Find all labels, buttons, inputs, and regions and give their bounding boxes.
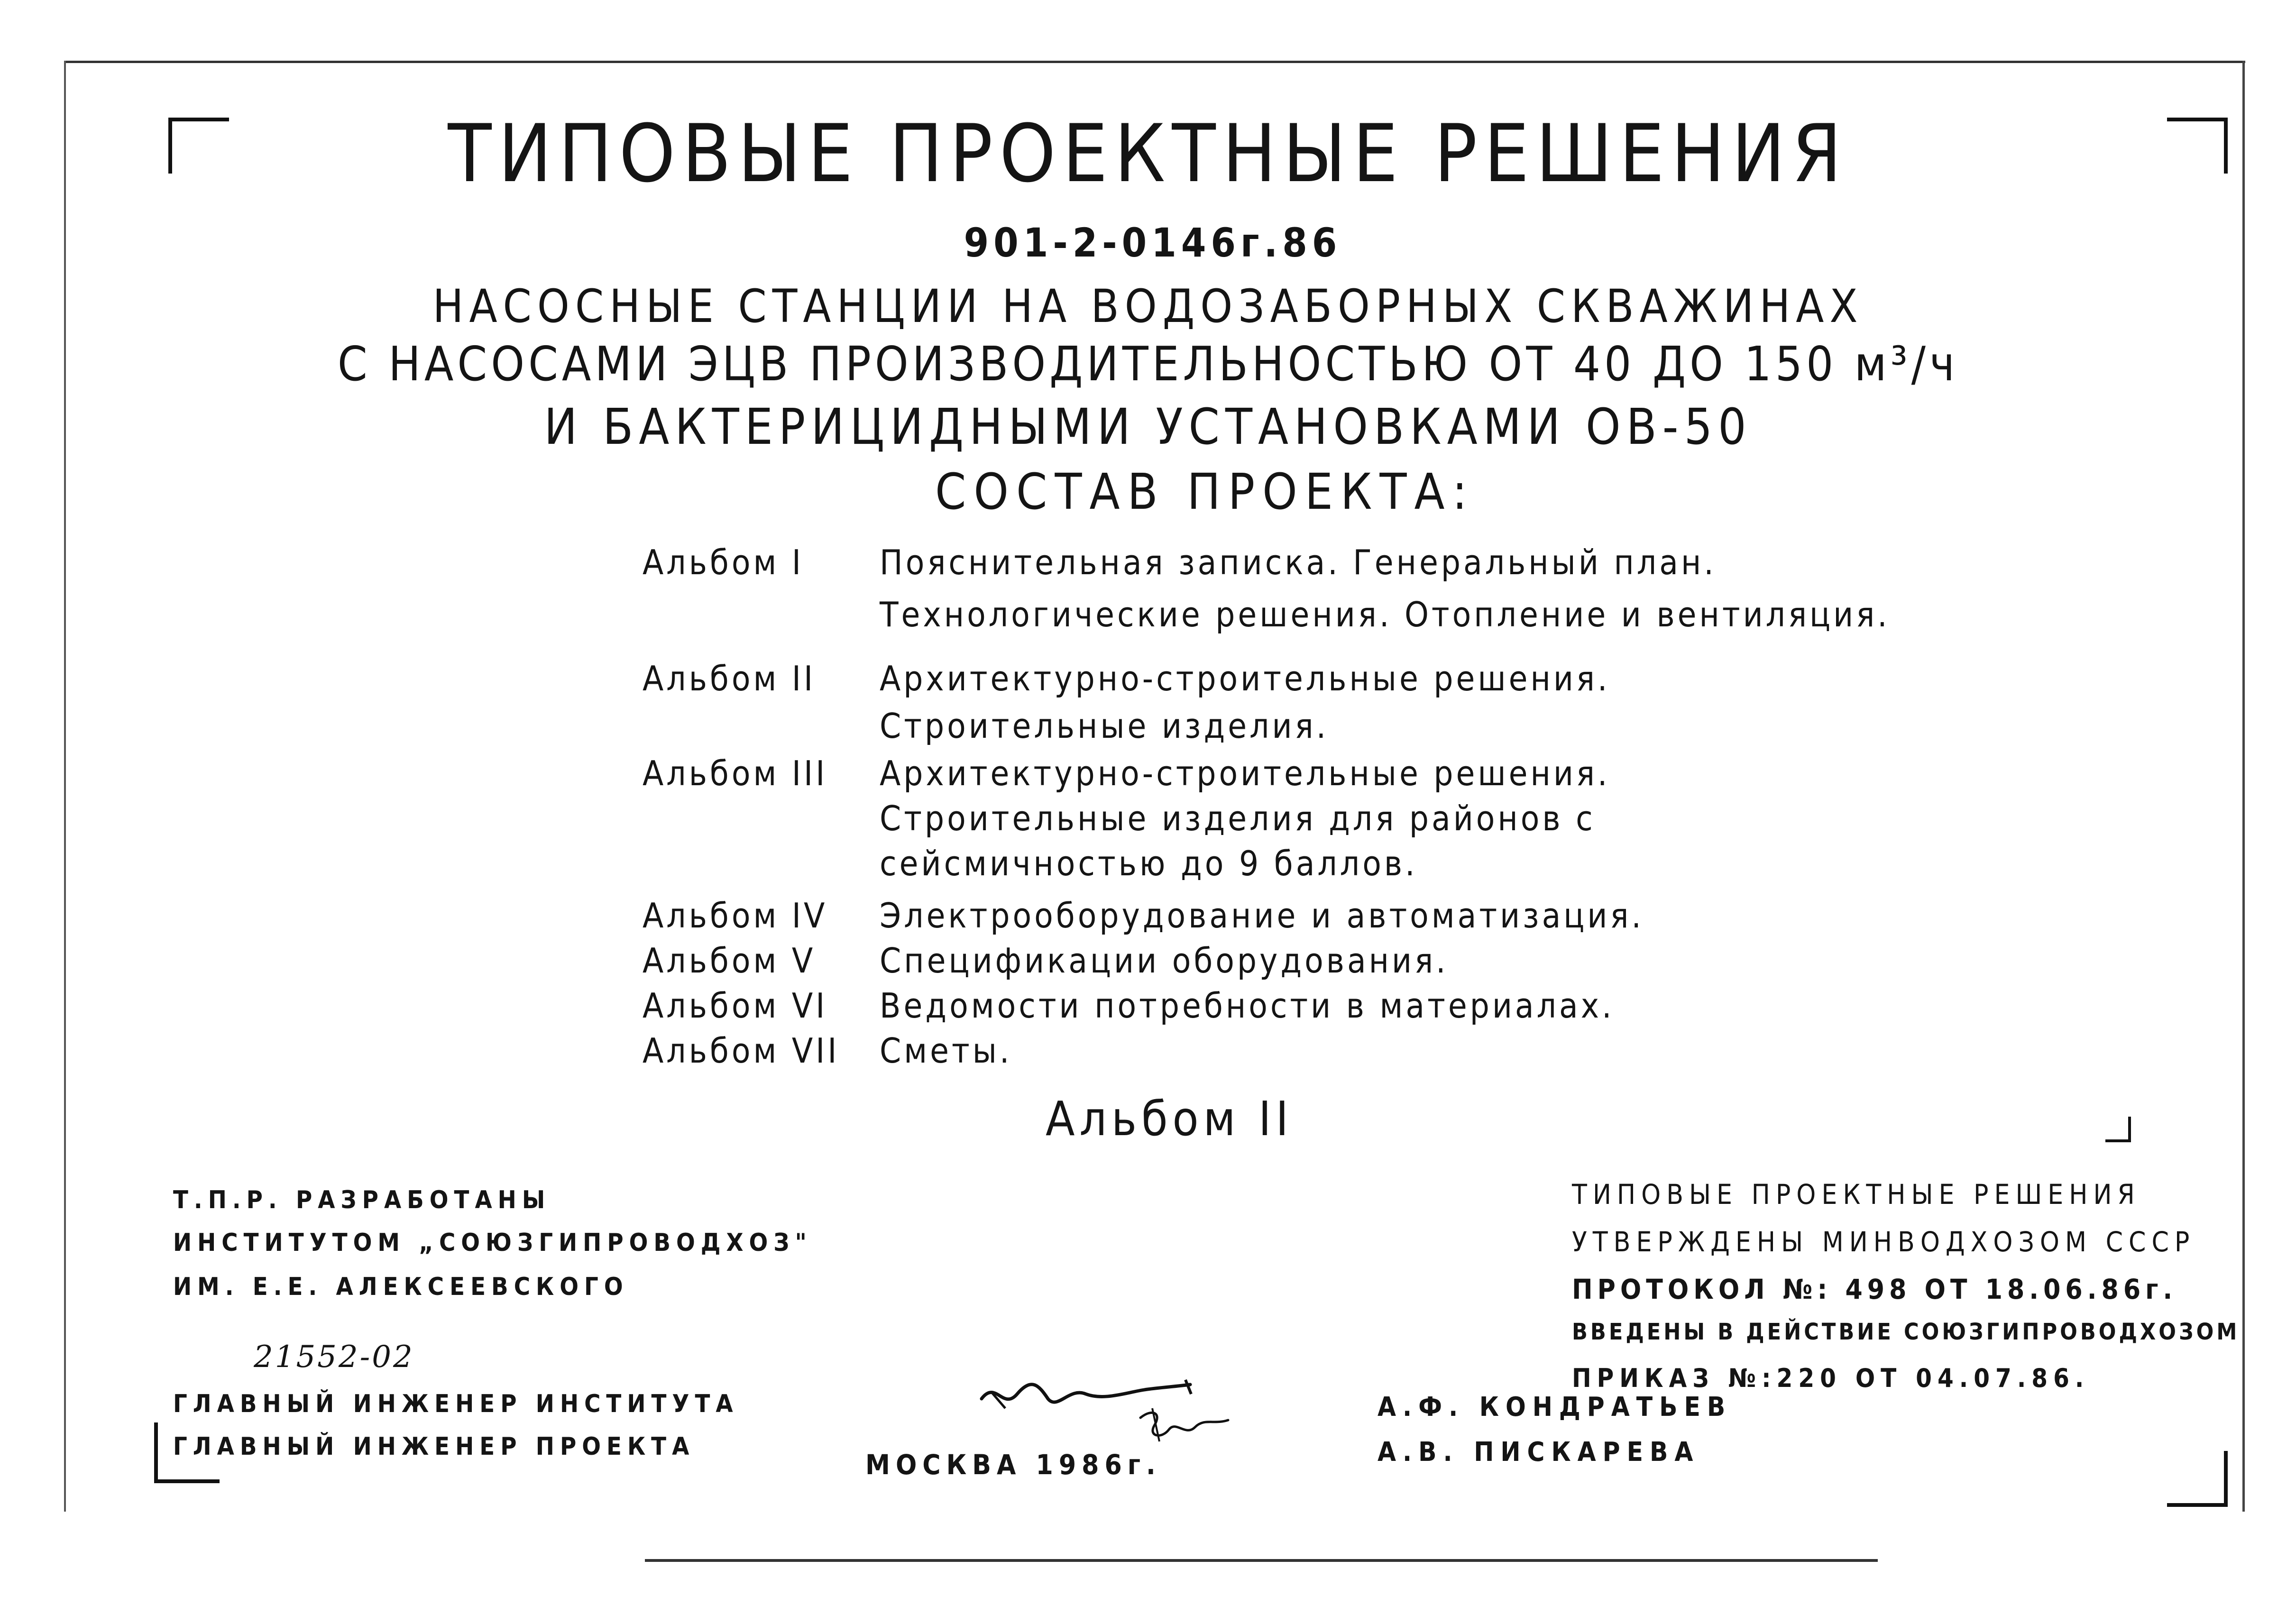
developer-line-2: ИНСТИТУТОМ „СОЮЗГИПРОВОДХОЗ" <box>173 1229 812 1257</box>
album-5-line-1: Спецификации оборудования. <box>880 941 1449 981</box>
album-1-line-2: Технологические решения. Отопление и вентиляция. <box>880 595 1890 634</box>
approval-line-4: ВВЕДЕНЫ В ДЕЙСТВИЕ СОЮЗГИПРОВОДХОЗОМ <box>1572 1319 2240 1345</box>
album-1-label: Альбом I <box>643 542 804 582</box>
composition-heading: СОСТАВ ПРОЕКТА: <box>935 463 1475 521</box>
current-album-label: Альбом II <box>1046 1091 1294 1147</box>
chief-engineer-project-label: ГЛАВНЫЙ ИНЖЕНЕР ПРОЕКТА <box>173 1432 695 1461</box>
name-chief-engineer-project: А.В. ПИСКАРЕВА <box>1378 1437 1700 1468</box>
developer-line-1: Т.П.Р. РАЗРАБОТАНЫ <box>173 1186 551 1214</box>
album-6-label: Альбом VI <box>643 986 828 1026</box>
approval-line-5: ПРИКАЗ №:220 ОТ 04.07.86. <box>1572 1363 2090 1393</box>
subtitle-line-3: И БАКТЕРИЦИДНЫМИ УСТАНОВКАМИ ОВ-50 <box>544 398 1752 456</box>
small-corner-mark <box>2105 1117 2131 1142</box>
place-and-year: МОСКВА 1986г. <box>865 1449 1161 1481</box>
document-title: ТИПОВЫЕ ПРОЕКТНЫЕ РЕШЕНИЯ <box>448 107 1848 200</box>
album-3-line-3: сейсмичностью до 9 баллов. <box>880 844 1418 883</box>
chief-engineer-institute-label: ГЛАВНЫЙ ИНЖЕНЕР ИНСТИТУТА <box>173 1390 739 1418</box>
archive-number: 21552-02 <box>254 1340 414 1375</box>
frame-top-line <box>64 61 2245 63</box>
album-2-line-1: Архитектурно-строительные решения. <box>880 659 1610 698</box>
subtitle-line-1: НАСОСНЫЕ СТАНЦИИ НА ВОДОЗАБОРНЫХ СКВАЖИНАХ <box>432 280 1864 333</box>
album-4-label: Альбом IV <box>643 896 828 936</box>
frame-left-line <box>64 61 66 1512</box>
corner-mark-bottom-right <box>2167 1451 2228 1507</box>
frame-bottom-line <box>645 1559 1878 1562</box>
album-3-label: Альбом III <box>643 753 828 793</box>
album-6-line-1: Ведомости потребности в материалах. <box>880 986 1615 1026</box>
frame-right-line <box>2242 61 2245 1512</box>
approval-line-2: УТВЕРЖДЕНЫ МИНВОДХОЗОМ СССР <box>1572 1226 2195 1258</box>
album-1-line-1: Пояснительная записка. Генеральный план. <box>880 542 1717 582</box>
album-3-line-1: Архитектурно-строительные решения. <box>880 753 1610 793</box>
approval-line-1: ТИПОВЫЕ ПРОЕКТНЫЕ РЕШЕНИЯ <box>1572 1178 2140 1211</box>
album-2-line-2: Строительные изделия. <box>880 706 1329 746</box>
album-3-line-2: Строительные изделия для районов с <box>880 798 1596 838</box>
project-code: 901-2-0146г.86 <box>964 220 1342 266</box>
album-4-line-1: Электрооборудование и автоматизация. <box>880 896 1644 936</box>
signature-chief-engineer-project <box>1133 1404 1238 1451</box>
album-5-label: Альбом V <box>643 941 816 981</box>
name-chief-engineer-institute: А.Ф. КОНДРАТЬЕВ <box>1378 1392 1732 1422</box>
album-2-label: Альбом II <box>643 659 816 698</box>
approval-line-3: ПРОТОКОЛ №: 498 ОТ 18.06.86г. <box>1572 1273 2177 1305</box>
album-7-line-1: Сметы. <box>880 1031 1012 1071</box>
subtitle-line-2: С НАСОСАМИ ЭЦВ ПРОИЗВОДИТЕЛЬНОСТЬЮ ОТ 40 ДО 150 м³/ч <box>337 336 1959 392</box>
developer-line-3: ИМ. Е.Е. АЛЕКСЕЕВСКОГО <box>173 1273 629 1301</box>
album-7-label: Альбом VII <box>643 1031 840 1071</box>
